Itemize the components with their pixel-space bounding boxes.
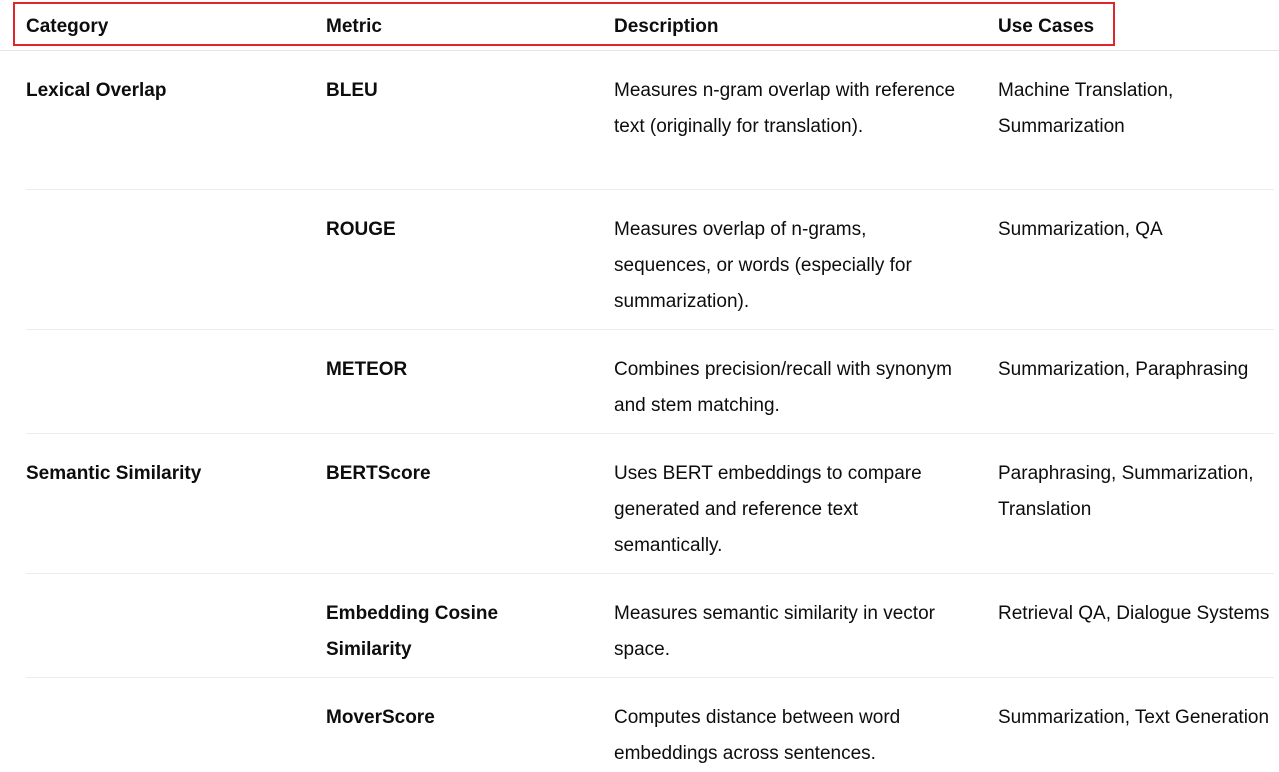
cell-use-cases: Retrieval QA, Dialogue Systems <box>998 603 1270 624</box>
cell-description: Measures semantic similarity in vector space. <box>614 603 935 660</box>
cell-use-cases: Paraphrasing, Summarization, Translation <box>998 463 1254 520</box>
cell-metric: MoverScore <box>326 707 435 728</box>
cell-metric: BERTScore <box>326 463 431 484</box>
cell-category: Lexical Overlap <box>26 80 167 101</box>
table-row <box>26 434 1274 574</box>
table-row <box>26 330 1274 434</box>
cell-use-cases: Summarization, Text Generation <box>998 707 1270 728</box>
cell-description: Measures overlap of n-grams, sequences, or words (especially for summarization). <box>614 219 912 312</box>
header-category: Category <box>26 16 109 37</box>
header-description: Description <box>614 16 719 37</box>
table-header <box>0 0 1279 51</box>
cell-use-cases: Summarization, QA <box>998 219 1163 240</box>
cell-use-cases: Machine Translation, Summarization <box>998 80 1174 137</box>
cell-description: Computes distance between word embeddings across sentences. <box>614 707 901 764</box>
header-use-cases: Use Cases <box>998 16 1095 37</box>
cell-metric: ROUGE <box>326 219 396 240</box>
cell-description: Uses BERT embeddings to compare generated and reference text semantically. <box>614 463 922 556</box>
header-metric: Metric <box>326 16 382 37</box>
cell-category: Semantic Similarity <box>26 463 202 484</box>
table-row <box>26 51 1274 190</box>
table-row <box>26 190 1274 330</box>
cell-description: Measures n-gram overlap with reference text (originally for translation). <box>614 80 956 137</box>
table-row <box>26 574 1274 678</box>
cell-description: Combines precision/recall with synonym and stem matching. <box>614 359 952 416</box>
cell-use-cases: Summarization, Paraphrasing <box>998 359 1249 380</box>
table-row <box>26 678 1274 772</box>
cell-metric: Embedding Cosine Similarity <box>326 603 499 660</box>
cell-metric: METEOR <box>326 359 408 380</box>
cell-metric: BLEU <box>326 80 378 101</box>
